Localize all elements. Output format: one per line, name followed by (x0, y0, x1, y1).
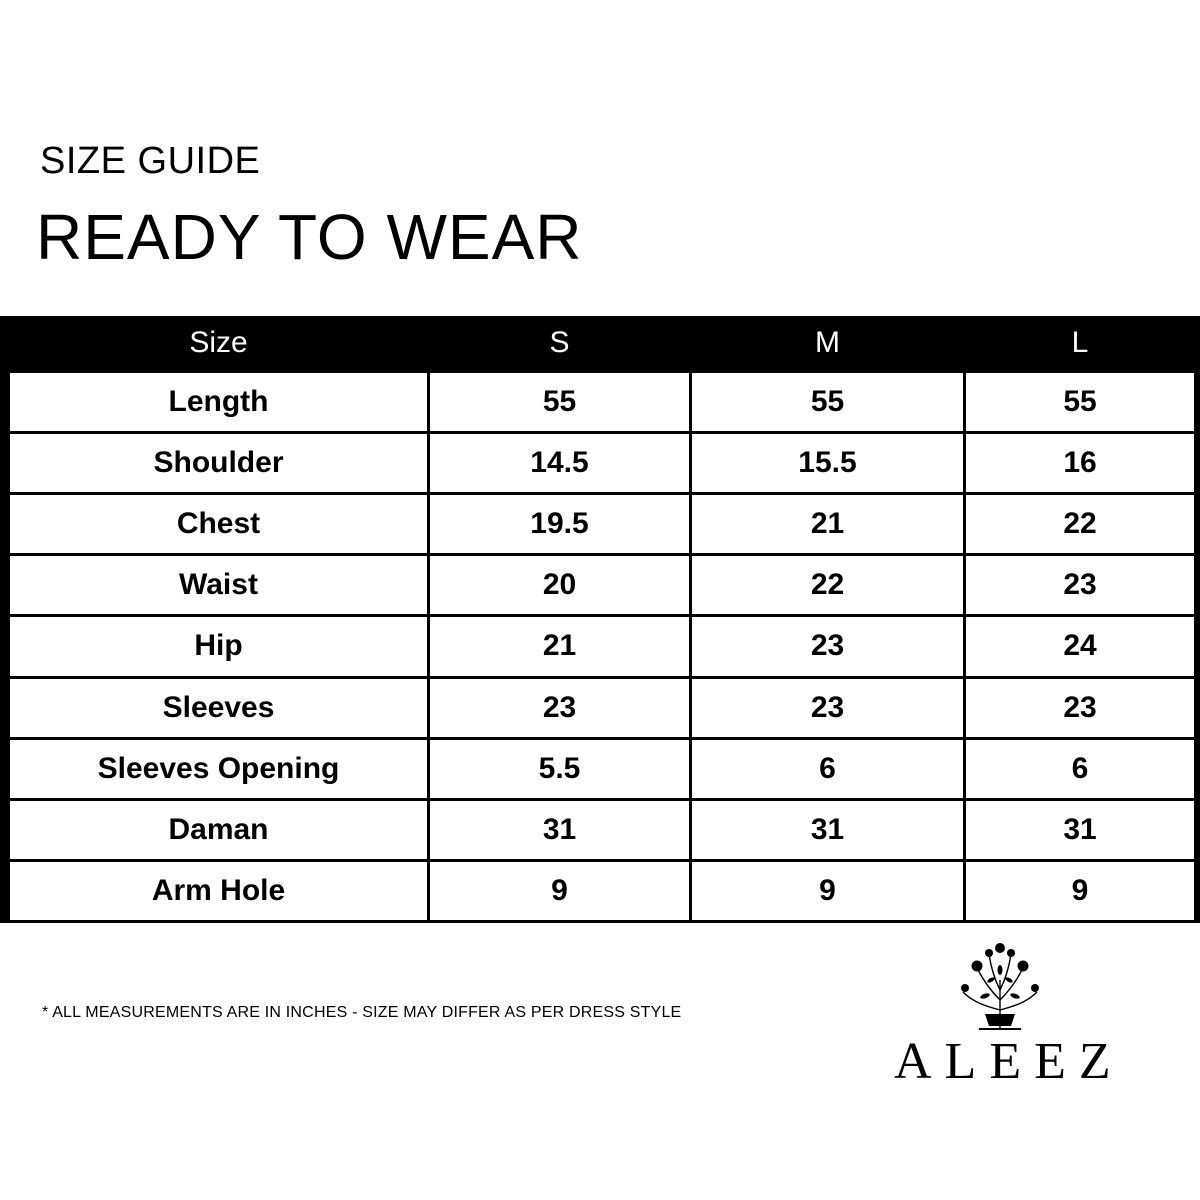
row-label: Waist (9, 555, 429, 616)
cell-value: 22 (965, 494, 1196, 555)
cell-value: 23 (691, 616, 965, 677)
cell-value: 23 (429, 677, 691, 738)
size-table-container (0, 316, 1200, 923)
cell-value: 31 (429, 799, 691, 860)
table-row (9, 860, 1196, 921)
size-table (7, 316, 1197, 923)
cell-value: 31 (965, 799, 1196, 860)
cell-value: 22 (691, 555, 965, 616)
cell-value: 23 (965, 555, 1196, 616)
cell-value: 31 (691, 799, 965, 860)
row-label: Shoulder (9, 433, 429, 494)
table-row (9, 555, 1196, 616)
cell-value: 9 (429, 860, 691, 921)
cell-value: 55 (691, 372, 965, 433)
cell-value: 23 (965, 677, 1196, 738)
cell-value: 21 (429, 616, 691, 677)
table-header-row (9, 316, 1196, 372)
cell-value: 15.5 (691, 433, 965, 494)
page-title: READY TO WEAR (36, 201, 583, 273)
row-label: Daman (9, 799, 429, 860)
column-header-size: Size (9, 316, 429, 372)
cell-value: 14.5 (429, 433, 691, 494)
cell-value: 20 (429, 555, 691, 616)
table-row (9, 738, 1196, 799)
cell-value: 55 (965, 372, 1196, 433)
cell-value: 24 (965, 616, 1196, 677)
table-row (9, 372, 1196, 433)
row-label: Arm Hole (9, 860, 429, 921)
column-header-m: M (691, 316, 965, 372)
row-label: Sleeves (9, 677, 429, 738)
brand-logo (890, 940, 1124, 1090)
row-label: Chest (9, 494, 429, 555)
table-row (9, 677, 1196, 738)
page-subtitle: SIZE GUIDE (40, 140, 261, 182)
cell-value: 6 (691, 738, 965, 799)
measurement-note: * ALL MEASUREMENTS ARE IN INCHES - SIZE MAY DIFFER AS PER DRESS STYLE (42, 1004, 682, 1021)
cell-value: 6 (965, 738, 1196, 799)
cell-value: 23 (691, 677, 965, 738)
brand-name: ALEEZ (894, 1033, 1124, 1090)
row-label: Hip (9, 616, 429, 677)
cell-value: 19.5 (429, 494, 691, 555)
cell-value: 5.5 (429, 738, 691, 799)
cell-value: 16 (965, 433, 1196, 494)
cell-value: 9 (691, 860, 965, 921)
row-label: Length (9, 372, 429, 433)
cell-value: 21 (691, 494, 965, 555)
cell-value: 55 (429, 372, 691, 433)
row-label: Sleeves Opening (9, 738, 429, 799)
floral-vase-icon (955, 940, 1045, 1032)
table-row (9, 494, 1196, 555)
cell-value: 9 (965, 860, 1196, 921)
table-row (9, 799, 1196, 860)
table-row (9, 616, 1196, 677)
column-header-l: L (965, 316, 1196, 372)
table-row (9, 433, 1196, 494)
column-header-s: S (429, 316, 691, 372)
